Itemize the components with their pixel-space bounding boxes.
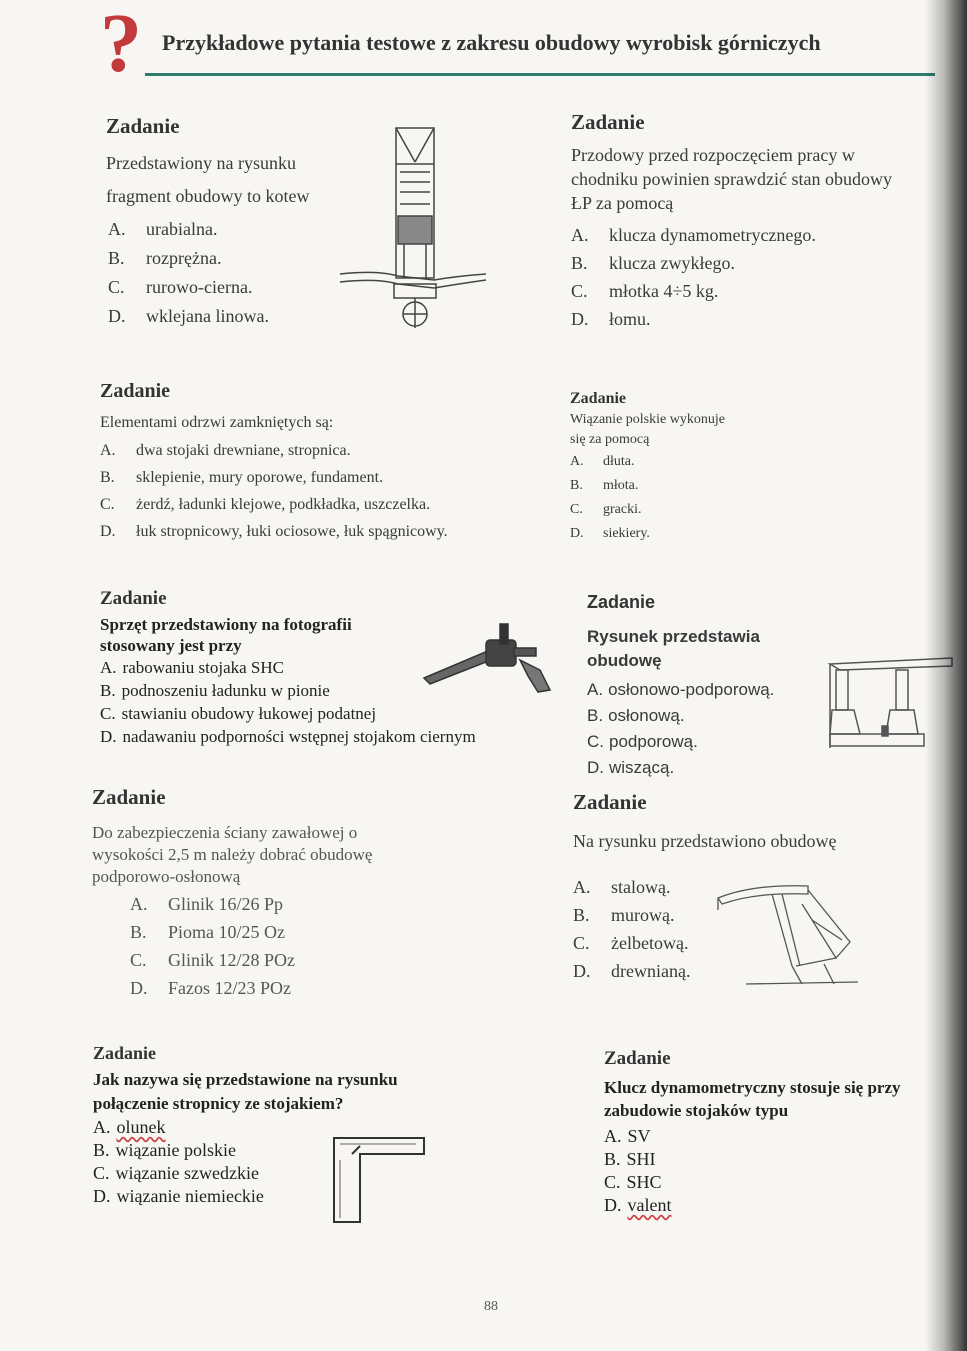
option-a[interactable]: A. Glinik 16/26 Pp — [130, 894, 284, 914]
option-b[interactable]: B. rozprężna. — [108, 248, 222, 268]
option-c[interactable]: C. rurowo-cierna. — [108, 277, 253, 297]
option-a[interactable]: A. klucza dynamometrycznego. — [571, 225, 816, 245]
rock-bolt-drawing — [338, 124, 488, 334]
option-b[interactable]: B. Pioma 10/25 Oz — [130, 922, 285, 942]
task-title: Zadanie — [106, 114, 180, 138]
option-d[interactable]: D. łuk stropnicowy, łuki ociosowe, łuk spągnicowy. — [100, 523, 448, 540]
option-c[interactable]: C. wiązanie szwedzkie — [93, 1163, 259, 1183]
option-b[interactable]: B. SHI — [604, 1149, 656, 1169]
option-a[interactable]: A. osłonowo-podporową. — [587, 680, 775, 699]
task-title: Zadanie — [587, 592, 656, 612]
task-2 — [571, 110, 911, 333]
option-b[interactable]: B. wiązanie polskie — [93, 1140, 236, 1160]
option-d[interactable]: D. Fazos 12/23 POz — [130, 978, 291, 998]
option-b[interactable]: B. osłonową. — [587, 706, 685, 725]
task-question: Rysunek przedstawia obudowę — [587, 627, 760, 670]
option-d[interactable]: D. wiszącą. — [587, 758, 675, 777]
task-question: Przedstawiony na rysunku fragment obudowy to kotew — [106, 153, 310, 206]
task-question: Przodowy przed rozpoczęciem pracy w chodniku powinien sprawdzić stan obudowy ŁP za pomocą — [571, 145, 892, 213]
option-b[interactable]: B. sklepienie, mury oporowe, fundament. — [100, 469, 384, 486]
task-10 — [604, 1048, 954, 1217]
task-question: Jak nazywa się przedstawione na rysunku połączenie stropnicy ze stojakiem? — [93, 1070, 398, 1113]
option-d[interactable]: D. wklejana linowa. — [108, 306, 269, 326]
option-a[interactable]: A. dwa stojaki drewniane, stropnica. — [100, 442, 351, 459]
page-number: 88 — [484, 1299, 498, 1314]
option-c[interactable]: C. żelbetową. — [573, 933, 689, 953]
option-c[interactable]: C. gracki. — [570, 502, 642, 517]
task-7 — [92, 785, 472, 1002]
shield-support-drawing — [712, 880, 862, 992]
task-6 — [587, 592, 837, 781]
option-d[interactable]: D. wiązanie niemieckie — [93, 1186, 264, 1206]
task-title: Zadanie — [573, 790, 647, 814]
task-title: Zadanie — [93, 1043, 157, 1063]
task-question: Na rysunku przedstawiono obudowę — [573, 831, 837, 851]
task-question: Klucz dynamometryczny stosuje się przy zabudowie stojaków typu — [604, 1078, 901, 1120]
option-b[interactable]: B. murową. — [573, 905, 675, 925]
option-b[interactable]: B. klucza zwykłego. — [571, 253, 735, 273]
task-title: Zadanie — [92, 785, 166, 809]
page-title: Przykładowe pytania testowe z zakresu obudowy wyrobisk górniczych — [162, 30, 821, 55]
option-c[interactable]: C. SHC — [604, 1172, 662, 1192]
timber-joint-drawing — [330, 1134, 430, 1226]
option-a[interactable]: A. rabowaniu stojaka SHC — [100, 658, 285, 677]
task-title: Zadanie — [570, 390, 627, 407]
option-b[interactable]: B. podnoszeniu ładunku w pionie — [100, 681, 330, 700]
question-mark-icon: ? — [100, 0, 142, 90]
page-edge-shadow — [925, 0, 967, 1351]
option-a[interactable]: A. urabialna. — [108, 219, 218, 239]
option-d[interactable]: D. łomu. — [571, 309, 651, 329]
task-title: Zadanie — [571, 110, 645, 134]
option-a[interactable]: A. dłuta. — [570, 454, 635, 469]
option-a[interactable]: A. SV — [604, 1126, 651, 1146]
task-title: Zadanie — [604, 1048, 671, 1069]
task-4 — [570, 390, 790, 546]
task-9 — [93, 1043, 513, 1208]
option-c[interactable]: C. żerdź, ładunki klejowe, podkładka, uszczelka. — [100, 496, 431, 513]
option-c[interactable]: C. młotka 4÷5 kg. — [571, 281, 719, 301]
option-d[interactable]: D. nadawaniu podporności wstępnej stojakom ciernym — [100, 727, 476, 746]
task-question: Elementami odrzwi zamkniętych są: — [100, 414, 334, 431]
task-question: Wiązanie polskie wykonuje się za pomocą — [570, 412, 725, 447]
task-question: Do zabezpieczenia ściany zawałowej o wysokości 2,5 m należy dobrać obudowę podporowo-osłonową — [92, 823, 373, 886]
option-a[interactable]: A. olunek — [93, 1117, 166, 1137]
hydraulic-tool-photo — [420, 620, 560, 700]
task-1 — [106, 114, 366, 331]
option-d[interactable]: D. valent — [604, 1195, 672, 1215]
option-c[interactable]: C. stawianiu obudowy łukowej podatnej — [100, 704, 377, 723]
option-c[interactable]: C. Glinik 12/28 POz — [130, 950, 296, 970]
header-divider — [145, 73, 935, 76]
task-title: Zadanie — [100, 380, 171, 402]
option-b[interactable]: B. młota. — [570, 478, 639, 493]
option-c[interactable]: C. podporową. — [587, 732, 698, 751]
page-header — [100, 0, 940, 90]
option-d[interactable]: D. drewnianą. — [573, 961, 691, 981]
option-d[interactable]: D. siekiery. — [570, 526, 650, 541]
task-title: Zadanie — [100, 588, 167, 609]
option-a[interactable]: A. stalową. — [573, 877, 671, 897]
task-question: Sprzęt przedstawiony na fotografii stosowany jest przy — [100, 615, 352, 655]
task-3 — [100, 380, 540, 545]
